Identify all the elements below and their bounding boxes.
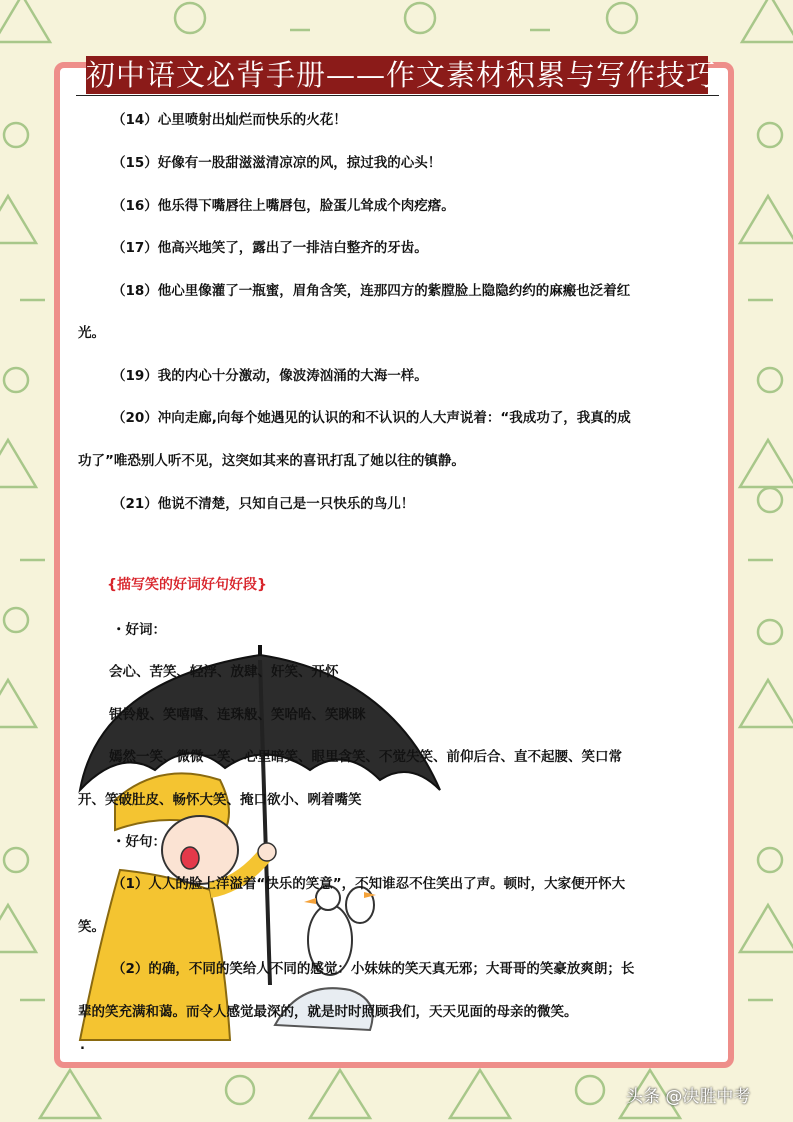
text-line: （16）他乐得下嘴唇往上嘴唇包，脸蛋儿耸成个肉疙瘩。 (112, 198, 455, 214)
trailing-dot: . (80, 1038, 85, 1053)
text-line: （19）我的内心十分激动，像波涛汹涌的大海一样。 (112, 368, 428, 384)
text-line: （21）他说不清楚，只知自己是一只快乐的鸟儿！ (112, 496, 415, 512)
sentence-line: （2）的确，不同的笑给人不同的感觉：小妹妹的笑天真无邪；大哥哥的笑豪放爽朗；长 (112, 961, 635, 977)
text-line: 功了”唯恐别人听不见，这突如其来的喜讯打乱了她以往的镇静。 (78, 453, 465, 469)
word-line: 嫣然一笑、微微一笑、心里暗笑、眼里含笑、不觉失笑、前仰后合、直不起腰、笑口常 (109, 749, 622, 765)
sentence-line: （1）人人的脸上洋溢着“快乐的笑意”，不知谁忍不住笑出了声。顿时，大家便开怀大 (112, 876, 626, 892)
page-title: 初中语文必背手册——作文素材积累与写作技巧 (86, 58, 717, 92)
word-line: 开、笑破肚皮、畅怀大笑、掩口欲小、咧着嘴笑 (78, 792, 362, 808)
text-line: （20）冲向走廊,向每个她遇见的认识的和不认识的人大声说着：“我成功了，我真的成 (112, 410, 631, 426)
text-line: （15）好像有一股甜滋滋清凉凉的风，掠过我的心头！ (112, 155, 442, 171)
section-heading: {描写笑的好词好句好段} (107, 577, 267, 593)
sentence-line: 辈的笑充满和蔼。而令人感觉最深的，就是时时照顾我们，天天见面的母亲的微笑。 (78, 1004, 578, 1020)
text-line: （18）他心里像灌了一瓶蜜，眉角含笑，连那四方的紫膛脸上隐隐约约的麻瘢也泛着红 (112, 283, 631, 299)
text-line: （14）心里喷射出灿烂而快乐的火花！ (112, 112, 347, 128)
title-underline (76, 95, 719, 96)
words-label: ・好词： (112, 622, 166, 638)
text-line: （17）他高兴地笑了，露出了一排洁白整齐的牙齿。 (112, 240, 428, 256)
word-line: 会心、苦笑、轻浮、放肆、奸笑、开怀 (109, 664, 339, 680)
sentences-label: ・好句： (112, 834, 166, 850)
text-line: 光。 (78, 325, 105, 341)
source-watermark: 头条 @决胜中考 (626, 1087, 751, 1107)
word-line: 银铃般、笑嘻嘻、连珠般、笑哈哈、笑眯眯 (109, 707, 366, 723)
sentence-line: 笑。 (78, 919, 105, 935)
